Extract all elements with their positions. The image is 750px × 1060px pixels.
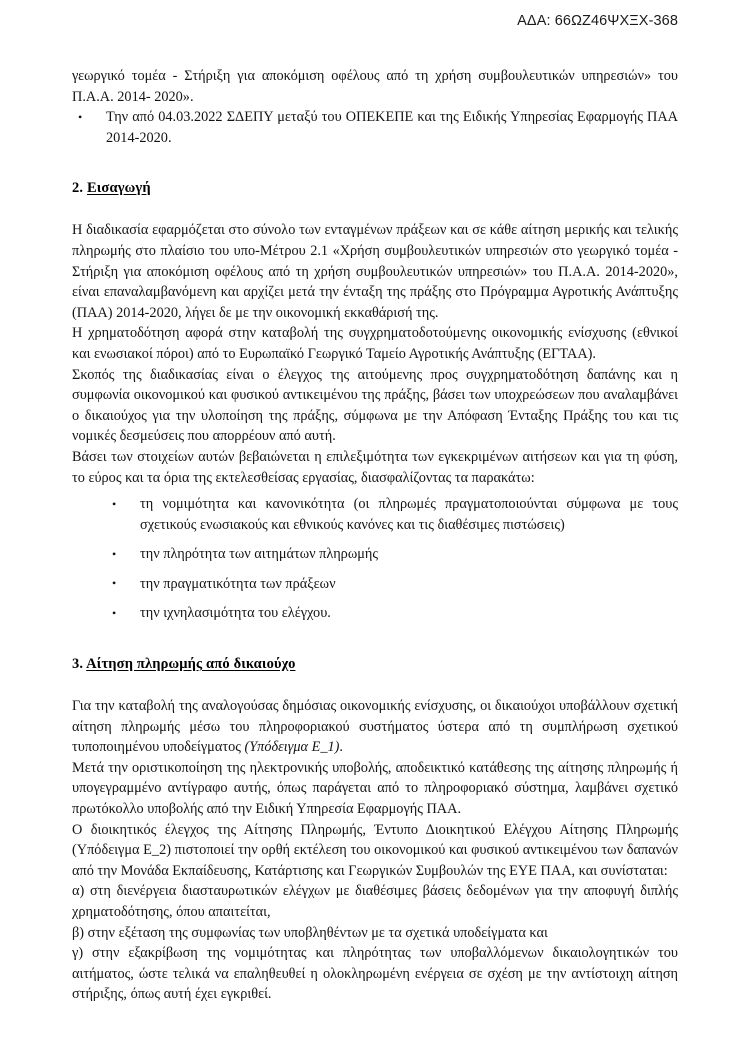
assurance-bullet-list [99,494,678,624]
spacer [72,624,678,654]
ada-stamp: ΑΔΑ: 66ΩΖ46ΨΧΞΧ-368 [517,13,678,29]
paragraph: Μετά την οριστικοποίηση της ηλεκτρονικής υποβολής, αποδεικτικό κατάθεσης της αίτησης πληρωμής ή υπογεγραμμένο αντίγραφο αυτής, όπως παράγεται από το πληροφοριακό σύστημα, λαμβάνει σχετικό πρωτόκολλο υποβολής από την Ειδική Υπηρεσία Εφαρμογής ΠΑΑ. [72,759,678,818]
list-item-text: την πληρότητα των αιτημάτων πληρωμής [140,546,379,563]
list-item [72,107,678,148]
paragraph-item-c: γ) στην εξακρίβωση της νομιμότητας και πληρότητας των υποβαλλόμενων δικαιολογητικών του αιτήματος, ώστε τελικά να επαληθευθεί η ολοκληρωμένη ενέργεια σε σχέση με την αντίστοιχη αίτηση στήριξης, όπως αυτή έχει εγκριθεί. [72,945,678,1003]
section-heading-3 [72,654,678,674]
list-item-text: την ιχνηλασιμότητα του ελέγχου. [140,605,331,622]
spacer [72,674,678,696]
document-body [72,66,678,1005]
list-item [99,544,678,565]
paragraph-with-template-ref [72,696,678,758]
list-item [99,574,678,595]
section-number: 2. [72,180,84,197]
paragraph: Ο διοικητικός έλεγχος της Αίτησης Πληρωμής, Έντυπο Διοικητικού Ελέγχου Αίτησης Πληρωμής (Υπόδειγμα Ε_2) πιστοποιεί την ορθή εκτέλεση του οικονομικού και φυσικού αντικειμένου των δαπανών από την Μονάδα Εκπαίδευσης, Κατάρτισης και Γεωργικών Συμβουλών της ΕΥΕ ΠΑΑ, και συνίσταται: [72,821,678,879]
paragraph-suffix: . [339,739,343,756]
paragraph: Βάσει των στοιχείων αυτών βεβαιώνεται η επιλεξιμότητα των εγκεκριμένων αιτήσεων και για τη φύση, το εύρος και τα όρια της εκτελεσθείσας εργασίας, διασφαλίζοντας τα παρακάτω: [72,448,678,486]
section-title: Εισαγωγή [86,180,151,197]
section-heading-2 [72,178,678,198]
paragraph: Η διαδικασία εφαρμόζεται στο σύνολο των ενταγμένων πράξεων και σε κάθε αίτηση μερικής και τελικής πληρωμής στο πλαίσιο του υπο-Μέτρου 2.1 «Χρήση συμβουλευτικών υπηρεσιών στο γεωργικό τομέα - Στήριξη για αποκόμιση οφέλους από τη χρήση συμβουλευτικών υπηρεσιών» του Π.Α.Α. 2014-2020», είναι επαναλαμβανόμενη και αρχίζει μετά την ένταξη της πράξης στο Πρόγραμμα Αγροτικής Ανάπτυξης (ΠΑΑ) 2014-2020, λήγει δε με την οικονομική εκκαθάρισή της. [72,222,678,321]
continued-paragraph: γεωργικό τομέα - Στήριξη για αποκόμιση οφέλους από τη χρήση συμβουλευτικών υπηρεσιών» του Π.Α.Α. 2014- 2020». [72,68,678,105]
spacer [72,148,678,178]
list-item [99,494,678,535]
list-item-text: Την από 04.03.2022 ΣΔΕΠΥ μεταξύ του ΟΠΕΚΕΠΕ και της Ειδικής Υπηρεσίας Εφαρμογής ΠΑΑ 2014-2020. [106,109,678,146]
paragraph: Η χρηματοδότηση αφορά στην καταβολή της συγχρηματοδοτούμενης οικονομικής ενίσχυσης (εθνικοί και ενωσιακοί πόροι) από το Ευρωπαϊκό Γεωργικό Ταμείο Αγροτικής Ανάπτυξης (ΕΓΤΑΑ). [72,325,678,362]
spacer [72,198,678,220]
list-item-text: την πραγματικότητα των πράξεων [140,575,336,592]
paragraph: Σκοπός της διαδικασίας είναι ο έλεγχος της αιτούμενης προς συγχρηματοδότηση δαπάνης και η συμφωνία οικονομικού και φυσικού αντικειμένου της πράξης, βάσει των υποχρεώσεων που αναλαμβάνει ο δικαιούχος για την υλοποίηση της πράξης, σύμφωνα με την Απόφαση Ένταξης Πράξης του και τις νομικές δεσμεύσεις που απορρέουν από αυτή. [72,366,678,445]
paragraph-item-a: α) στη διενέργεια διασταυρωτικών ελέγχων με διαθέσιμες βάσεις δεδομένων για την αποφυγή διπλής χρηματοδότησης, όπου απαιτείται, [72,883,678,920]
paragraph-text: Για την καταβολή της αναλογούσας δημόσιας οικονομικής ενίσχυσης, οι δικαιούχοι υποβάλλουν σχετική αίτηση πληρωμής μέσω του πληροφοριακού συστήματος ύστερα από τη συμπλήρωση σχετικού τυποποιημένου υποδείγματος [72,698,678,756]
list-item-text: τη νομιμότητα και κανονικότητα (οι πληρωμές πραγματοποιούνται σύμφωνα με τους σχετικούς ενωσιακούς και εθνικούς κανόνες και τις διαθέσιμες πιστώσεις) [140,496,678,533]
section-title: Αίτηση πληρωμής από δικαιούχο [86,656,296,673]
top-bullet-list [72,107,678,148]
list-item [99,603,678,624]
section-number: 3. [72,656,84,673]
paragraph-item-b: β) στην εξέταση της συμφωνίας των υποβληθέντων με τα σχετικά υποδείγματα και [72,924,548,941]
template-reference-e1: (Υπόδειγμα Ε_1) [244,739,340,756]
